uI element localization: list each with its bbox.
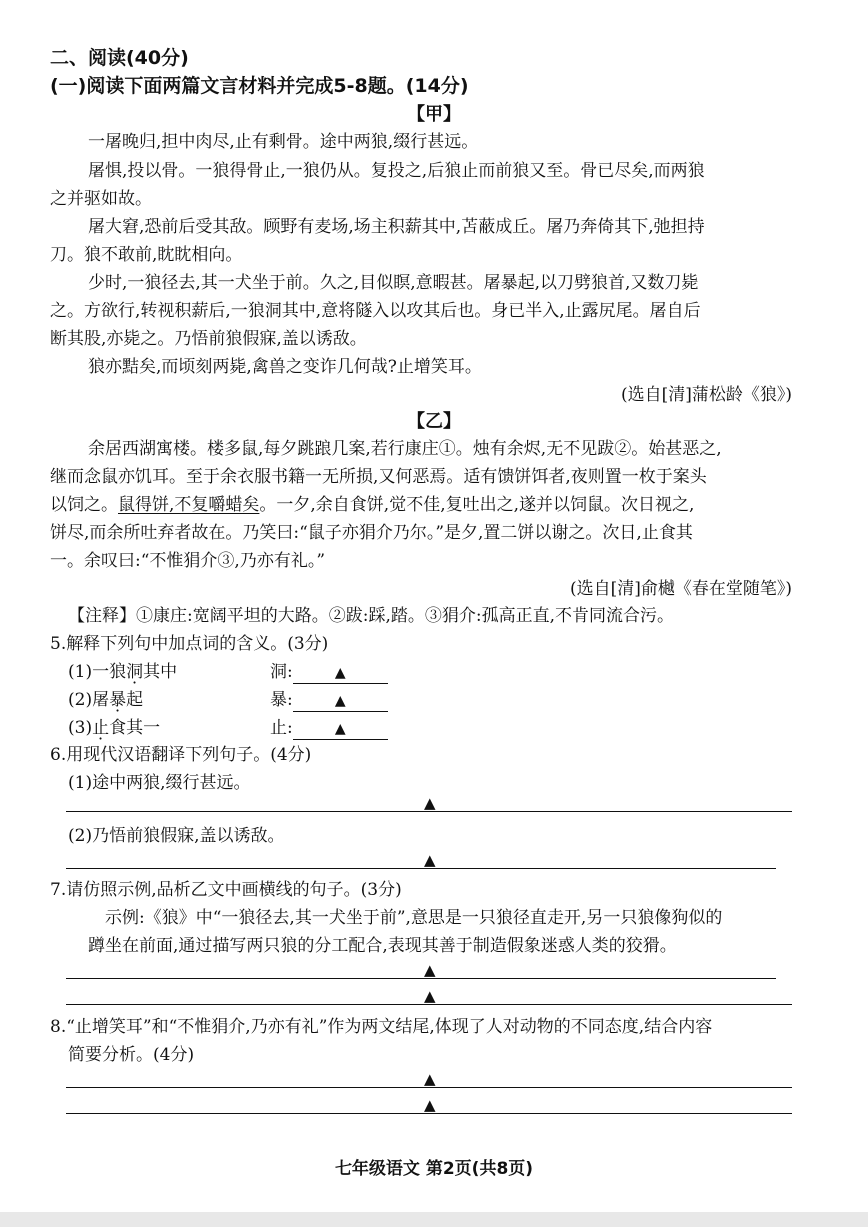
question-8-stem: 8.“止增笑耳”和“不惟狷介,乃亦有礼”作为两文结尾,体现了人对动物的不同态度,结合内容 xyxy=(50,1017,713,1037)
passage-b-line: 继而念鼠亦饥耳。至于余衣服书籍一无所损,又何恶焉。适有馈饼饵者,夜则置一枚于案头 xyxy=(50,467,707,487)
question-7-example: 蹲坐在前面,通过描写两只狼的分工配合,表现其善于制造假象迷惑人类的狡猾。 xyxy=(88,936,677,956)
question-5-stem: 5.解释下列句中加点词的含义。(3分) xyxy=(50,634,329,654)
passage-b-line: 一。余叹曰:“不惟狷介③,乃亦有礼。” xyxy=(50,551,326,571)
passage-a-line: 屠大窘,恐前后受其敌。顾野有麦场,场主积薪其中,苫蔽成丘。屠乃奔倚其下,弛担持 xyxy=(88,217,705,237)
answer-line-6-1[interactable] xyxy=(66,811,792,812)
question-7-example: 示例:《狼》中“一狼径去,其一犬坐于前”,意思是一只狼径直走开,另一只狼像狗似的 xyxy=(105,908,723,928)
passage-b-title: 【乙】 xyxy=(407,411,461,432)
answer-blank-5-1[interactable]: 洞: ▲ xyxy=(270,660,388,684)
passage-a-line: 屠惧,投以骨。一狼得骨止,一狼仍从。复投之,后狼止而前狼又至。骨已尽矣,而两狼 xyxy=(88,161,705,181)
answer-line-6-2[interactable] xyxy=(66,868,776,869)
passage-a-line: 之并驱如故。 xyxy=(50,189,152,209)
question-6-stem: 6.用现代汉语翻译下列句子。(4分) xyxy=(50,745,312,765)
answer-line-8-2[interactable] xyxy=(66,1113,792,1114)
passage-b-line xyxy=(50,493,694,517)
passage-a-line: 一屠晚归,担中肉尽,止有剩骨。途中两狼,缀行甚远。 xyxy=(88,132,479,152)
answer-marker: ▲ xyxy=(424,961,436,979)
answer-marker: ▲ xyxy=(424,851,436,869)
section-sub-heading: (一)阅读下面两篇文言材料并完成5-8题。(14分) xyxy=(50,75,469,97)
passage-b-line: 余居西湖寓楼。楼多鼠,每夕跳踉几案,若行康庄①。烛有余烬,无不见跋②。始甚恶之, xyxy=(88,439,722,459)
passage-a-line: 之。方欲行,转视积薪后,一狼洞其中,意将隧入以攻其后也。身已半入,止露尻尾。屠自后 xyxy=(50,301,701,321)
annotation-notes: 【注释】①康庄:宽阔平坦的大路。②跋:踩,踏。③狷介:孤高正直,不肯同流合污。 xyxy=(68,606,674,626)
answer-line-8-1[interactable] xyxy=(66,1087,792,1088)
dotted-char: 止 xyxy=(92,718,110,738)
question-5-item-1: (1)一狼洞其中 xyxy=(68,662,178,682)
answer-marker: ▲ xyxy=(424,987,436,1005)
passage-b-line: 饼尽,而余所吐弃者故在。乃笑曰:“鼠子亦狷介乃尔。”是夕,置二饼以谢之。次日,止食其 xyxy=(50,523,693,543)
answer-marker: ▲ xyxy=(424,794,436,812)
answer-marker: ▲ xyxy=(424,1096,436,1114)
question-5-item-3: (3)止食其一 xyxy=(68,718,161,738)
passage-b-text: 。一夕,余自食饼,觉不佳,复吐出之,遂并以饲鼠。次日视之, xyxy=(259,495,695,515)
passage-a-line: 断其股,亦毙之。乃悟前狼假寐,盖以诱敌。 xyxy=(50,329,367,349)
passage-b-source: (选自[清]俞樾《春在堂随笔》) xyxy=(569,579,792,599)
dotted-char: 暴 xyxy=(109,690,127,710)
question-6-sentence-1: (1)途中两狼,缀行甚远。 xyxy=(68,773,251,793)
passage-a-line: 狼亦黠矣,而顷刻两毙,禽兽之变诈几何哉?止增笑耳。 xyxy=(88,357,482,377)
answer-blank-5-3[interactable]: 止: ▲ xyxy=(270,716,388,740)
passage-a-source: (选自[清]蒲松龄《狼》) xyxy=(620,385,792,405)
question-8-stem: 简要分析。(4分) xyxy=(68,1045,195,1065)
passage-b-text: 以饲之。 xyxy=(50,495,118,515)
answer-marker: ▲ xyxy=(424,1070,436,1088)
section-heading: 二、阅读(40分) xyxy=(50,47,189,69)
question-6-sentence-2: (2)乃悟前狼假寐,盖以诱敌。 xyxy=(68,826,285,846)
scan-edge xyxy=(0,1212,868,1227)
passage-a-line: 刀。狼不敢前,眈眈相向。 xyxy=(50,245,243,265)
page-footer: 七年级语文 第2页(共8页) xyxy=(334,1159,534,1179)
dotted-char: 洞 xyxy=(126,662,144,682)
passage-a-title: 【甲】 xyxy=(407,104,461,125)
question-7-stem: 7.请仿照示例,品析乙文中画横线的句子。(3分) xyxy=(50,880,402,900)
answer-blank-5-2[interactable]: 暴: ▲ xyxy=(270,688,388,712)
question-5-item-2: (2)屠暴起 xyxy=(68,690,144,710)
passage-a-line: 少时,一狼径去,其一犬坐于前。久之,目似瞑,意暇甚。屠暴起,以刀劈狼首,又数刀毙 xyxy=(88,273,699,293)
underlined-sentence: 鼠得饼,不复嚼蜡矣 xyxy=(118,495,260,515)
answer-line-7-2[interactable] xyxy=(66,1004,792,1005)
answer-line-7-1[interactable] xyxy=(66,978,776,979)
